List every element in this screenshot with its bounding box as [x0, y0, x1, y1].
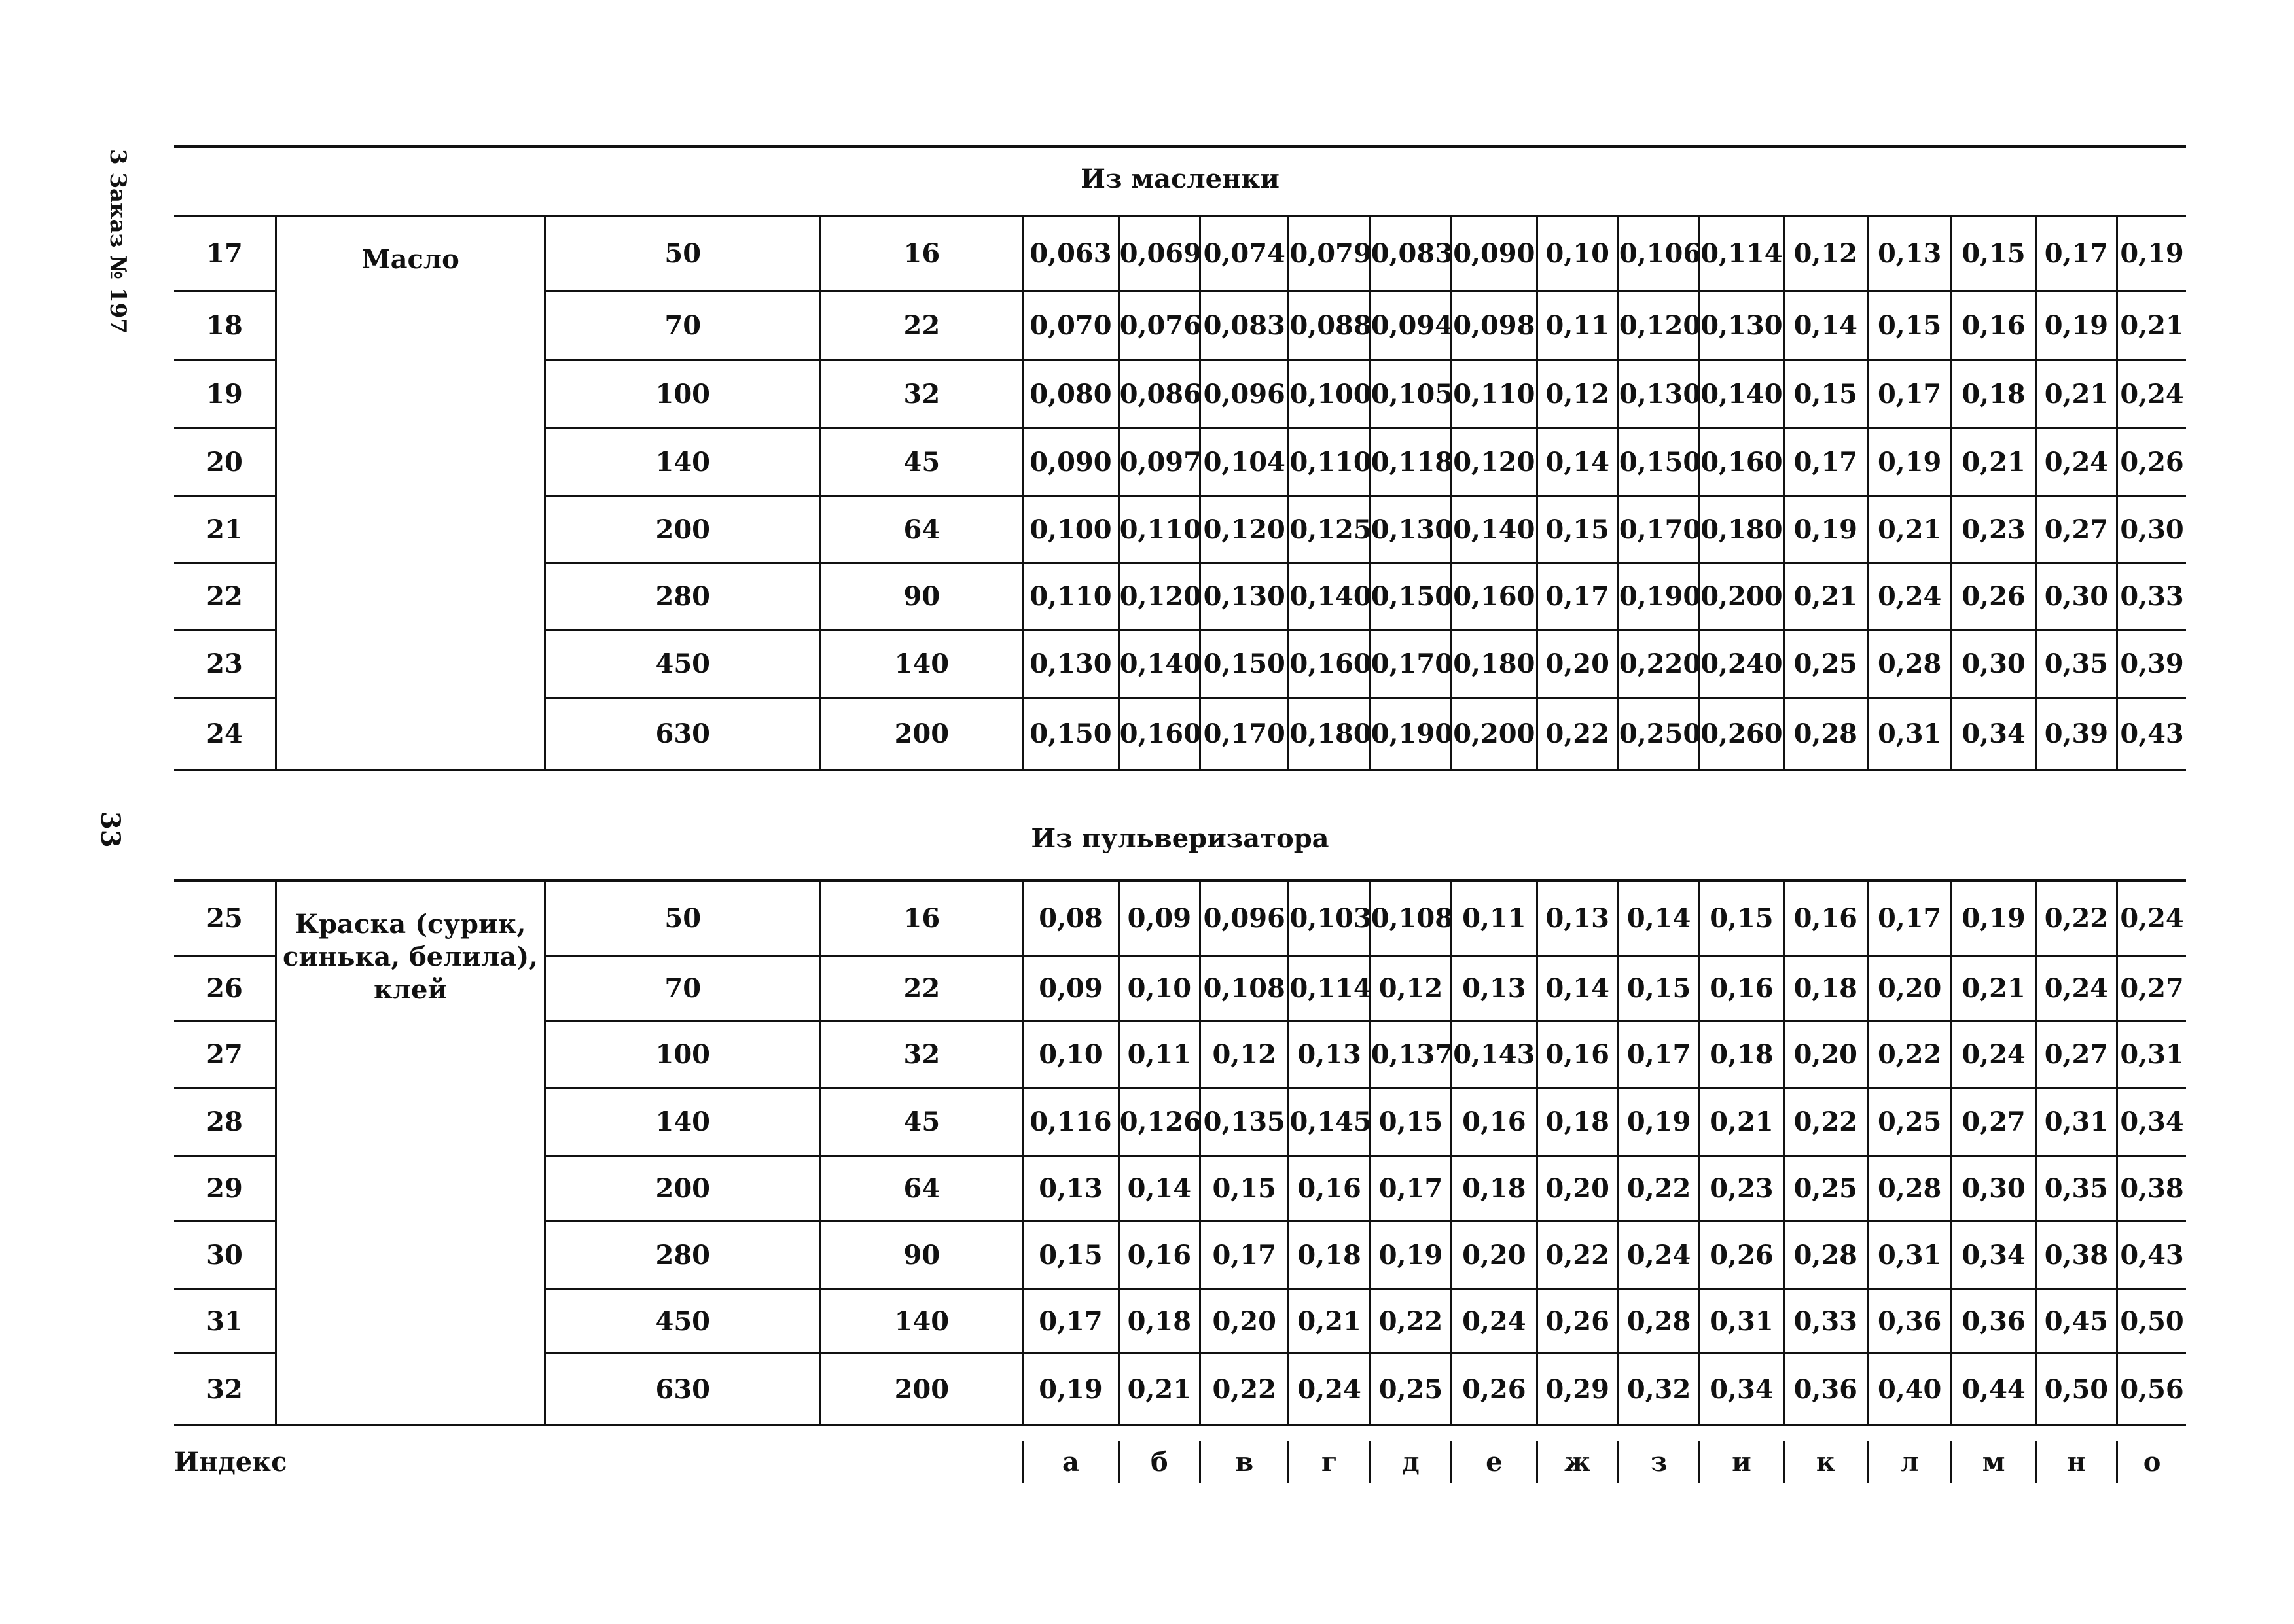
value-cell: 0,27	[2035, 496, 2117, 563]
param-2-cell: 140	[821, 629, 1023, 697]
param-2-cell: 32	[821, 360, 1023, 428]
value-cell: 0,190	[1370, 697, 1451, 769]
value-cell: 0,150	[1200, 629, 1289, 697]
value-cell: 0,15	[1868, 291, 1952, 360]
value-cell: 0,170	[1618, 496, 1699, 563]
value-cell: 0,090	[1023, 428, 1119, 496]
param-1-cell: 200	[545, 1156, 821, 1221]
value-cell: 0,21	[2117, 291, 2186, 360]
value-cell: 0,18	[1952, 360, 2035, 428]
value-cell: 0,36	[1868, 1289, 1952, 1353]
param-1-cell: 140	[545, 1087, 821, 1156]
value-cell: 0,21	[1783, 563, 1867, 629]
value-cell: 0,21	[1952, 428, 2035, 496]
param-2-cell: 45	[821, 1087, 1023, 1156]
param-1-cell: 280	[545, 1221, 821, 1289]
index-letter: б	[1119, 1441, 1200, 1483]
value-cell: 0,25	[1370, 1353, 1451, 1425]
value-cell: 0,069	[1119, 217, 1200, 291]
param-2-cell: 64	[821, 1156, 1023, 1221]
value-cell: 0,14	[1783, 291, 1867, 360]
value-cell: 0,24	[1952, 1021, 2035, 1087]
value-cell: 0,14	[1618, 882, 1699, 955]
value-cell: 0,25	[1783, 629, 1867, 697]
value-cell: 0,27	[1952, 1087, 2035, 1156]
param-2-cell: 16	[821, 882, 1023, 955]
value-cell: 0,16	[1119, 1221, 1200, 1289]
value-cell: 0,20	[1200, 1289, 1289, 1353]
value-cell: 0,30	[2117, 496, 2186, 563]
value-cell: 0,19	[1618, 1087, 1699, 1156]
param-1-cell: 50	[545, 882, 821, 955]
value-cell: 0,26	[2117, 428, 2186, 496]
value-cell: 0,14	[1119, 1156, 1200, 1221]
value-cell: 0,17	[1023, 1289, 1119, 1353]
value-cell: 0,14	[1537, 955, 1618, 1021]
value-cell: 0,079	[1289, 217, 1370, 291]
value-cell: 0,16	[1452, 1087, 1537, 1156]
row-number: 20	[174, 428, 276, 496]
value-cell: 0,17	[2035, 217, 2117, 291]
value-cell: 0,21	[1700, 1087, 1783, 1156]
value-cell: 0,105	[1370, 360, 1451, 428]
value-cell: 0,13	[1289, 1021, 1370, 1087]
value-cell: 0,110	[1023, 563, 1119, 629]
value-cell: 0,17	[1783, 428, 1867, 496]
param-1-cell: 200	[545, 496, 821, 563]
value-cell: 0,18	[1700, 1021, 1783, 1087]
value-cell: 0,140	[1452, 496, 1537, 563]
value-cell: 0,28	[1618, 1289, 1699, 1353]
param-1-cell: 50	[545, 217, 821, 291]
value-cell: 0,23	[1700, 1156, 1783, 1221]
value-cell: 0,19	[1783, 496, 1867, 563]
value-cell: 0,32	[1618, 1353, 1699, 1425]
value-cell: 0,11	[1537, 291, 1618, 360]
value-cell: 0,34	[1952, 1221, 2035, 1289]
value-cell: 0,16	[1952, 291, 2035, 360]
value-cell: 0,43	[2117, 1221, 2186, 1289]
row-number: 24	[174, 697, 276, 769]
value-cell: 0,160	[1289, 629, 1370, 697]
param-1-cell: 280	[545, 563, 821, 629]
value-cell: 0,10	[1119, 955, 1200, 1021]
index-letter: е	[1452, 1441, 1537, 1483]
row-number: 30	[174, 1221, 276, 1289]
value-cell: 0,120	[1452, 428, 1537, 496]
param-1-cell: 450	[545, 629, 821, 697]
value-cell: 0,17	[1200, 1221, 1289, 1289]
value-cell: 0,16	[1537, 1021, 1618, 1087]
section-title-oiler: Из масленки	[1081, 164, 1280, 194]
param-1-cell: 100	[545, 360, 821, 428]
value-cell: 0,143	[1452, 1021, 1537, 1087]
param-2-cell: 32	[821, 1021, 1023, 1087]
value-cell: 0,29	[1537, 1353, 1618, 1425]
value-cell: 0,27	[2117, 955, 2186, 1021]
value-cell: 0,10	[1537, 217, 1618, 291]
index-row	[174, 1441, 2186, 1483]
row-number: 31	[174, 1289, 276, 1353]
param-2-cell: 16	[821, 217, 1023, 291]
value-cell: 0,130	[1370, 496, 1451, 563]
row-number: 21	[174, 496, 276, 563]
value-cell: 0,13	[1452, 955, 1537, 1021]
value-cell: 0,24	[1868, 563, 1952, 629]
param-1-cell: 630	[545, 1353, 821, 1425]
value-cell: 0,116	[1023, 1087, 1119, 1156]
row-number: 19	[174, 360, 276, 428]
value-cell: 0,21	[1119, 1353, 1200, 1425]
value-cell: 0,30	[2035, 563, 2117, 629]
value-cell: 0,15	[1023, 1221, 1119, 1289]
value-cell: 0,120	[1119, 563, 1200, 629]
value-cell: 0,088	[1289, 291, 1370, 360]
value-cell: 0,10	[1023, 1021, 1119, 1087]
param-1-cell: 70	[545, 955, 821, 1021]
value-cell: 0,130	[1023, 629, 1119, 697]
value-cell: 0,16	[1289, 1156, 1370, 1221]
param-2-cell: 64	[821, 496, 1023, 563]
param-2-cell: 90	[821, 563, 1023, 629]
value-cell: 0,20	[1537, 629, 1618, 697]
param-2-cell: 22	[821, 955, 1023, 1021]
param-1-cell: 630	[545, 697, 821, 769]
value-cell: 0,18	[1537, 1087, 1618, 1156]
row-number: 18	[174, 291, 276, 360]
value-cell: 0,24	[1452, 1289, 1537, 1353]
param-1-cell: 100	[545, 1021, 821, 1087]
value-cell: 0,11	[1452, 882, 1537, 955]
row-number: 28	[174, 1087, 276, 1156]
value-cell: 0,38	[2035, 1221, 2117, 1289]
value-cell: 0,18	[1289, 1221, 1370, 1289]
value-cell: 0,150	[1618, 428, 1699, 496]
param-1-cell: 140	[545, 428, 821, 496]
index-letter: а	[1023, 1441, 1119, 1483]
value-cell: 0,240	[1700, 629, 1783, 697]
value-cell: 0,30	[1952, 629, 2035, 697]
value-cell: 0,180	[1452, 629, 1537, 697]
value-cell: 0,083	[1370, 217, 1451, 291]
value-cell: 0,25	[1868, 1087, 1952, 1156]
table-oiler	[174, 217, 2186, 771]
value-cell: 0,098	[1452, 291, 1537, 360]
value-cell: 0,24	[2035, 428, 2117, 496]
index-letter: и	[1700, 1441, 1783, 1483]
value-cell: 0,145	[1289, 1087, 1370, 1156]
value-cell: 0,18	[1452, 1156, 1537, 1221]
value-cell: 0,118	[1370, 428, 1451, 496]
value-cell: 0,080	[1023, 360, 1119, 428]
table-sprayer	[174, 882, 2186, 1426]
value-cell: 0,28	[1783, 697, 1867, 769]
value-cell: 0,12	[1200, 1021, 1289, 1087]
row-number: 17	[174, 217, 276, 291]
value-cell: 0,22	[2035, 882, 2117, 955]
value-cell: 0,33	[2117, 563, 2186, 629]
value-cell: 0,17	[1868, 360, 1952, 428]
value-cell: 0,50	[2117, 1289, 2186, 1353]
value-cell: 0,26	[1952, 563, 2035, 629]
value-cell: 0,45	[2035, 1289, 2117, 1353]
value-cell: 0,35	[2035, 1156, 2117, 1221]
value-cell: 0,20	[1537, 1156, 1618, 1221]
value-cell: 0,31	[2035, 1087, 2117, 1156]
value-cell: 0,100	[1289, 360, 1370, 428]
value-cell: 0,15	[1783, 360, 1867, 428]
value-cell: 0,140	[1700, 360, 1783, 428]
value-cell: 0,22	[1537, 1221, 1618, 1289]
value-cell: 0,160	[1119, 697, 1200, 769]
value-cell: 0,22	[1868, 1021, 1952, 1087]
value-cell: 0,24	[1618, 1221, 1699, 1289]
value-cell: 0,220	[1618, 629, 1699, 697]
row-number: 26	[174, 955, 276, 1021]
value-cell: 0,104	[1200, 428, 1289, 496]
value-cell: 0,21	[1868, 496, 1952, 563]
value-cell: 0,24	[1289, 1353, 1370, 1425]
table-row	[174, 882, 2186, 955]
value-cell: 0,19	[2117, 217, 2186, 291]
value-cell: 0,140	[1289, 563, 1370, 629]
value-cell: 0,11	[1119, 1021, 1200, 1087]
value-cell: 0,125	[1289, 496, 1370, 563]
value-cell: 0,22	[1370, 1289, 1451, 1353]
value-cell: 0,31	[1700, 1289, 1783, 1353]
value-cell: 0,15	[1370, 1087, 1451, 1156]
value-cell: 0,08	[1023, 882, 1119, 955]
value-cell: 0,063	[1023, 217, 1119, 291]
value-cell: 0,260	[1700, 697, 1783, 769]
value-cell: 0,15	[1537, 496, 1618, 563]
value-cell: 0,200	[1700, 563, 1783, 629]
value-cell: 0,120	[1200, 496, 1289, 563]
value-cell: 0,150	[1370, 563, 1451, 629]
index-letter: з	[1618, 1441, 1699, 1483]
value-cell: 0,34	[1952, 697, 2035, 769]
value-cell: 0,18	[1119, 1289, 1200, 1353]
index-letter: л	[1868, 1441, 1952, 1483]
param-1-cell: 70	[545, 291, 821, 360]
section-title-sprayer: Из пульверизатора	[1031, 823, 1329, 854]
value-cell: 0,076	[1119, 291, 1200, 360]
value-cell: 0,17	[1537, 563, 1618, 629]
value-cell: 0,40	[1868, 1353, 1952, 1425]
value-cell: 0,130	[1618, 360, 1699, 428]
value-cell: 0,19	[2035, 291, 2117, 360]
value-cell: 0,27	[2035, 1021, 2117, 1087]
value-cell: 0,190	[1618, 563, 1699, 629]
param-2-cell: 45	[821, 428, 1023, 496]
material-name: Краска (сурик, синька, белила), клей	[276, 882, 545, 1425]
value-cell: 0,21	[2035, 360, 2117, 428]
value-cell: 0,26	[1452, 1353, 1537, 1425]
value-cell: 0,39	[2035, 697, 2117, 769]
value-cell: 0,137	[1370, 1021, 1451, 1087]
value-cell: 0,35	[2035, 629, 2117, 697]
value-cell: 0,22	[1537, 697, 1618, 769]
row-number: 32	[174, 1353, 276, 1425]
side-order-label: 3 Заказ № 197	[105, 149, 131, 334]
value-cell: 0,09	[1119, 882, 1200, 955]
value-cell: 0,110	[1119, 496, 1200, 563]
value-cell: 0,28	[1783, 1221, 1867, 1289]
index-letter: к	[1783, 1441, 1867, 1483]
value-cell: 0,26	[1700, 1221, 1783, 1289]
value-cell: 0,21	[1289, 1289, 1370, 1353]
value-cell: 0,114	[1700, 217, 1783, 291]
value-cell: 0,09	[1023, 955, 1119, 1021]
value-cell: 0,200	[1452, 697, 1537, 769]
table-row	[174, 217, 2186, 291]
value-cell: 0,34	[1700, 1353, 1783, 1425]
value-cell: 0,39	[2117, 629, 2186, 697]
value-cell: 0,24	[2117, 360, 2186, 428]
value-cell: 0,114	[1289, 955, 1370, 1021]
value-cell: 0,13	[1023, 1156, 1119, 1221]
value-cell: 0,097	[1119, 428, 1200, 496]
value-cell: 0,31	[1868, 1221, 1952, 1289]
value-cell: 0,16	[1700, 955, 1783, 1021]
value-cell: 0,30	[1952, 1156, 2035, 1221]
value-cell: 0,130	[1700, 291, 1783, 360]
value-cell: 0,180	[1700, 496, 1783, 563]
index-letter: н	[2035, 1441, 2117, 1483]
value-cell: 0,100	[1023, 496, 1119, 563]
value-cell: 0,23	[1952, 496, 2035, 563]
value-cell: 0,20	[1783, 1021, 1867, 1087]
param-2-cell: 90	[821, 1221, 1023, 1289]
value-cell: 0,096	[1200, 882, 1289, 955]
value-cell: 0,180	[1289, 697, 1370, 769]
value-cell: 0,250	[1618, 697, 1699, 769]
value-cell: 0,36	[1952, 1289, 2035, 1353]
value-cell: 0,15	[1952, 217, 2035, 291]
value-cell: 0,50	[2035, 1353, 2117, 1425]
value-cell: 0,103	[1289, 882, 1370, 955]
value-cell: 0,130	[1200, 563, 1289, 629]
param-1-cell: 450	[545, 1289, 821, 1353]
row-number: 25	[174, 882, 276, 955]
value-cell: 0,31	[1868, 697, 1952, 769]
value-cell: 0,086	[1119, 360, 1200, 428]
value-cell: 0,14	[1537, 428, 1618, 496]
value-cell: 0,160	[1700, 428, 1783, 496]
value-cell: 0,108	[1370, 882, 1451, 955]
value-cell: 0,108	[1200, 955, 1289, 1021]
value-cell: 0,17	[1370, 1156, 1451, 1221]
value-cell: 0,21	[1952, 955, 2035, 1021]
value-cell: 0,160	[1452, 563, 1537, 629]
value-cell: 0,16	[1783, 882, 1867, 955]
value-cell: 0,12	[1370, 955, 1451, 1021]
value-cell: 0,126	[1119, 1087, 1200, 1156]
value-cell: 0,135	[1200, 1087, 1289, 1156]
value-cell: 0,083	[1200, 291, 1289, 360]
param-2-cell: 22	[821, 291, 1023, 360]
top-rule	[174, 145, 2186, 148]
value-cell: 0,43	[2117, 697, 2186, 769]
value-cell: 0,094	[1370, 291, 1451, 360]
value-cell: 0,36	[1783, 1353, 1867, 1425]
value-cell: 0,44	[1952, 1353, 2035, 1425]
param-2-cell: 140	[821, 1289, 1023, 1353]
row-number: 23	[174, 629, 276, 697]
value-cell: 0,56	[2117, 1353, 2186, 1425]
value-cell: 0,38	[2117, 1156, 2186, 1221]
value-cell: 0,12	[1537, 360, 1618, 428]
value-cell: 0,19	[1023, 1353, 1119, 1425]
index-letter: ж	[1537, 1441, 1618, 1483]
value-cell: 0,19	[1952, 882, 2035, 955]
value-cell: 0,150	[1023, 697, 1119, 769]
value-cell: 0,070	[1023, 291, 1119, 360]
value-cell: 0,15	[1200, 1156, 1289, 1221]
value-cell: 0,110	[1289, 428, 1370, 496]
value-cell: 0,13	[1868, 217, 1952, 291]
param-2-cell: 200	[821, 697, 1023, 769]
value-cell: 0,18	[1783, 955, 1867, 1021]
row-number: 29	[174, 1156, 276, 1221]
value-cell: 0,15	[1700, 882, 1783, 955]
page-number: 33	[95, 811, 126, 848]
value-cell: 0,33	[1783, 1289, 1867, 1353]
value-cell: 0,24	[2117, 882, 2186, 955]
value-cell: 0,19	[1868, 428, 1952, 496]
value-cell: 0,13	[1537, 882, 1618, 955]
value-cell: 0,15	[1618, 955, 1699, 1021]
row-number: 22	[174, 563, 276, 629]
value-cell: 0,19	[1370, 1221, 1451, 1289]
index-letter: о	[2117, 1441, 2186, 1483]
value-cell: 0,26	[1537, 1289, 1618, 1353]
index-letter: м	[1952, 1441, 2035, 1483]
value-cell: 0,074	[1200, 217, 1289, 291]
row-number: 27	[174, 1021, 276, 1087]
value-cell: 0,17	[1618, 1021, 1699, 1087]
value-cell: 0,17	[1868, 882, 1952, 955]
index-label: Индекс	[174, 1446, 287, 1477]
param-2-cell: 200	[821, 1353, 1023, 1425]
material-name: Масло	[276, 217, 545, 769]
value-cell: 0,170	[1200, 697, 1289, 769]
value-cell: 0,110	[1452, 360, 1537, 428]
value-cell: 0,120	[1618, 291, 1699, 360]
value-cell: 0,20	[1452, 1221, 1537, 1289]
value-cell: 0,106	[1618, 217, 1699, 291]
value-cell: 0,28	[1868, 1156, 1952, 1221]
index-letter: д	[1370, 1441, 1451, 1483]
index-letter: г	[1289, 1441, 1370, 1483]
value-cell: 0,22	[1200, 1353, 1289, 1425]
value-cell: 0,170	[1370, 629, 1451, 697]
value-cell: 0,22	[1783, 1087, 1867, 1156]
value-cell: 0,20	[1868, 955, 1952, 1021]
value-cell: 0,34	[2117, 1087, 2186, 1156]
value-cell: 0,096	[1200, 360, 1289, 428]
value-cell: 0,22	[1618, 1156, 1699, 1221]
value-cell: 0,140	[1119, 629, 1200, 697]
value-cell: 0,31	[2117, 1021, 2186, 1087]
value-cell: 0,25	[1783, 1156, 1867, 1221]
value-cell: 0,24	[2035, 955, 2117, 1021]
index-letter: в	[1200, 1441, 1289, 1483]
value-cell: 0,090	[1452, 217, 1537, 291]
value-cell: 0,28	[1868, 629, 1952, 697]
value-cell: 0,12	[1783, 217, 1867, 291]
